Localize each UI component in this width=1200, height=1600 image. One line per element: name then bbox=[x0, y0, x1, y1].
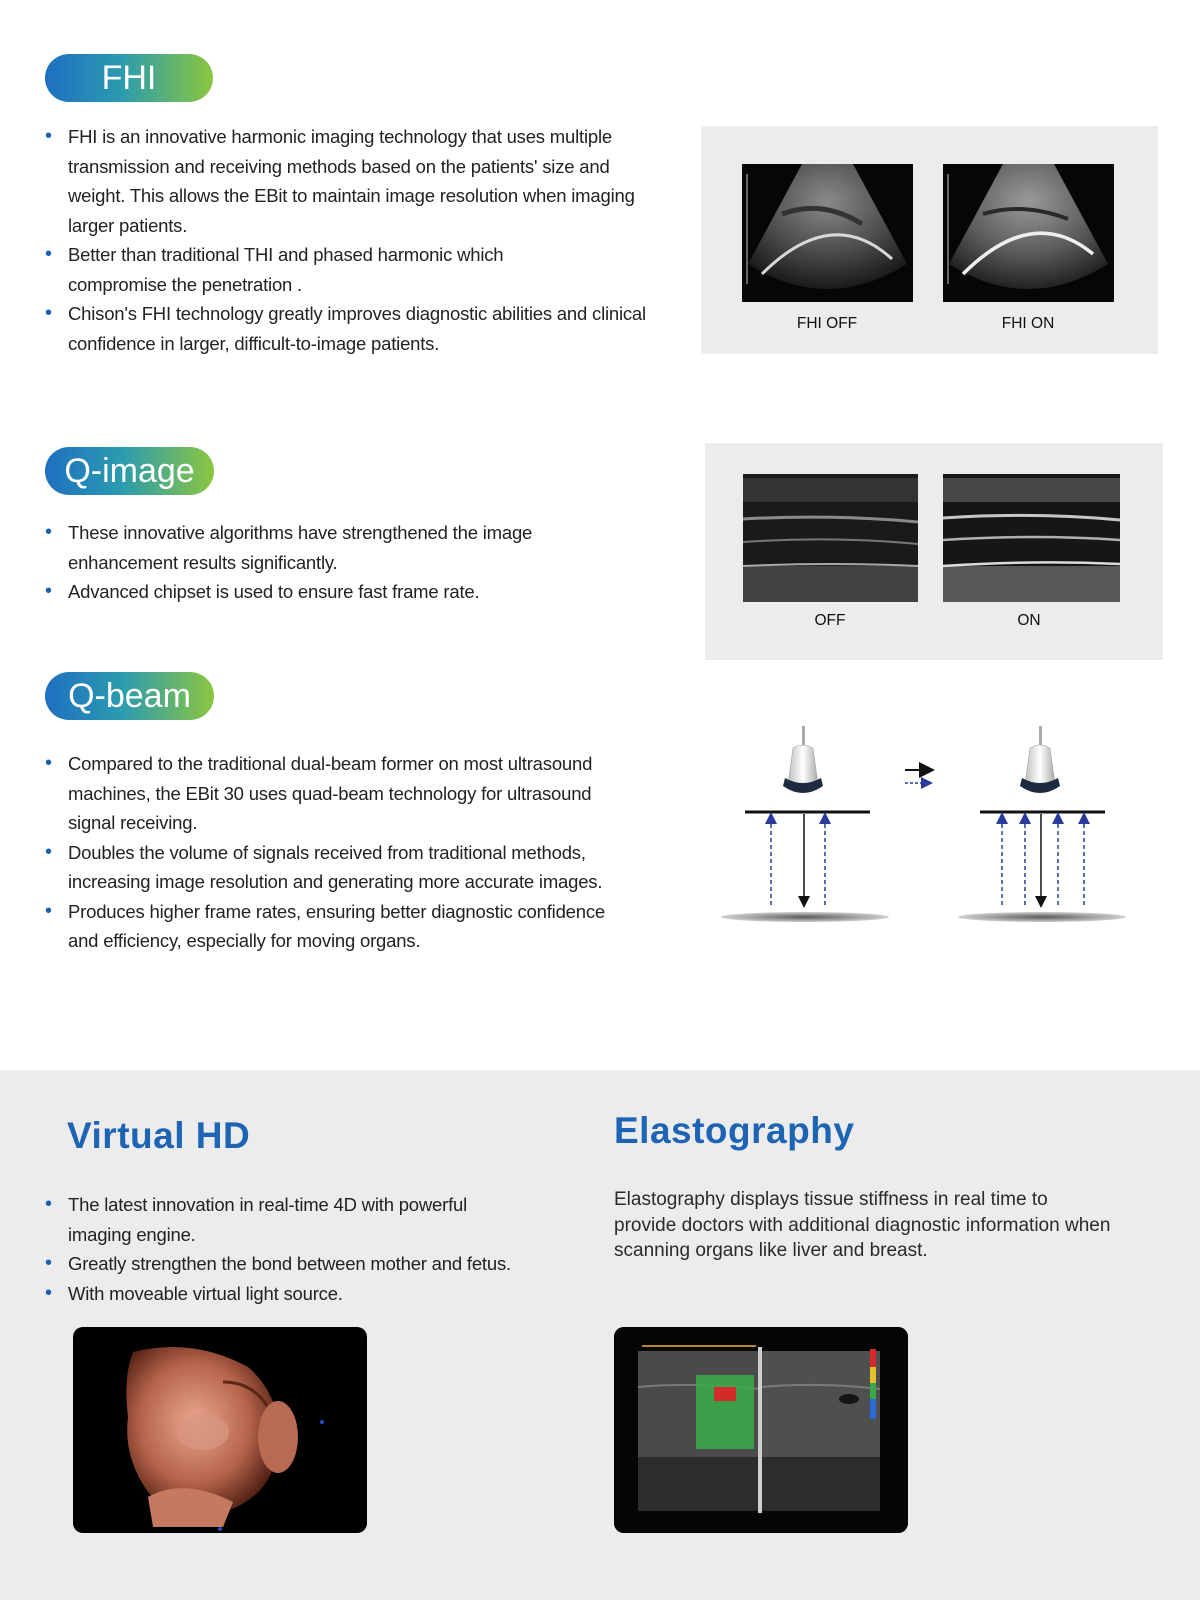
fhi-title: FHI bbox=[101, 59, 157, 97]
elastography-ultrasound-image bbox=[614, 1327, 908, 1533]
transition-arrow-icon bbox=[905, 770, 927, 783]
qimage-bullet-list bbox=[45, 518, 545, 607]
qimage-on-ultrasound-image bbox=[943, 474, 1120, 602]
fhi-off-ultrasound-image bbox=[742, 164, 913, 302]
elastography-description: Elastography displays tissue stiffness in real time to provide doctors with additional diagnostic information when scanning organs like liver and breast. bbox=[614, 1189, 1111, 1261]
qimage-on-caption: ON bbox=[1017, 612, 1041, 629]
qbeam-bullet: • Compared to the traditional dual-beam former on most ultrasound machines, the EBit 30 uses quad-beam technology for ultrasound signal receiving. bbox=[45, 749, 635, 838]
qbeam-diagram bbox=[715, 720, 1135, 950]
elastography-heading: Elastography bbox=[614, 1110, 855, 1151]
fhi-bullet: • FHI is an innovative harmonic imaging technology that uses multiple transmission and receiving methods based on the patients' size and weight. This allows the EBit to maintain image resolution when imaging larger patients. bbox=[45, 122, 655, 240]
virtual-hd-bullet: • The latest innovation in real-time 4D with powerful imaging engine. bbox=[45, 1190, 545, 1249]
virtual-hd-bullet-list bbox=[45, 1190, 545, 1308]
qimage-off-caption: OFF bbox=[814, 612, 846, 629]
qimage-title: Q-image bbox=[64, 452, 195, 490]
qbeam-bullet: • Doubles the volume of signals received from traditional methods, increasing image resolution and generating more accurate images. bbox=[45, 838, 635, 897]
quad-beam-probe-icon bbox=[1020, 726, 1060, 793]
qimage-off-ultrasound-image bbox=[743, 474, 918, 602]
fhi-bullet-list bbox=[45, 122, 655, 358]
qbeam-bullet: • Produces higher frame rates, ensuring better diagnostic confidence and efficiency, especially for moving organs. bbox=[45, 897, 635, 956]
fhi-on-caption: FHI ON bbox=[1001, 315, 1055, 332]
qimage-bullet: • These innovative algorithms have strengthened the image enhancement results significantly. bbox=[45, 518, 545, 577]
qimage-bullet: • Advanced chipset is used to ensure fast frame rate. bbox=[45, 577, 545, 607]
fhi-bullet: • Chison's FHI technology greatly improves diagnostic abilities and clinical confidence in larger, difficult-to-image patients. bbox=[45, 299, 655, 358]
fhi-on-ultrasound-image bbox=[943, 164, 1114, 302]
qbeam-title-pill bbox=[45, 672, 214, 720]
virtual-hd-bullet: • With moveable virtual light source. bbox=[45, 1279, 545, 1309]
fhi-bullet: • Better than traditional THI and phased harmonic which compromise the penetration . bbox=[45, 240, 655, 299]
fhi-title-pill bbox=[45, 54, 213, 102]
virtual-hd-4d-fetus-image bbox=[73, 1327, 367, 1533]
dual-beam-probe-icon bbox=[783, 726, 823, 793]
virtual-hd-heading: Virtual HD bbox=[67, 1115, 251, 1156]
qbeam-bullet-list bbox=[45, 749, 635, 956]
qbeam-title: Q-beam bbox=[68, 677, 191, 715]
fhi-off-caption: FHI OFF bbox=[796, 315, 858, 332]
qimage-title-pill bbox=[45, 447, 214, 495]
virtual-hd-bullet: • Greatly strengthen the bond between mother and fetus. bbox=[45, 1249, 545, 1279]
